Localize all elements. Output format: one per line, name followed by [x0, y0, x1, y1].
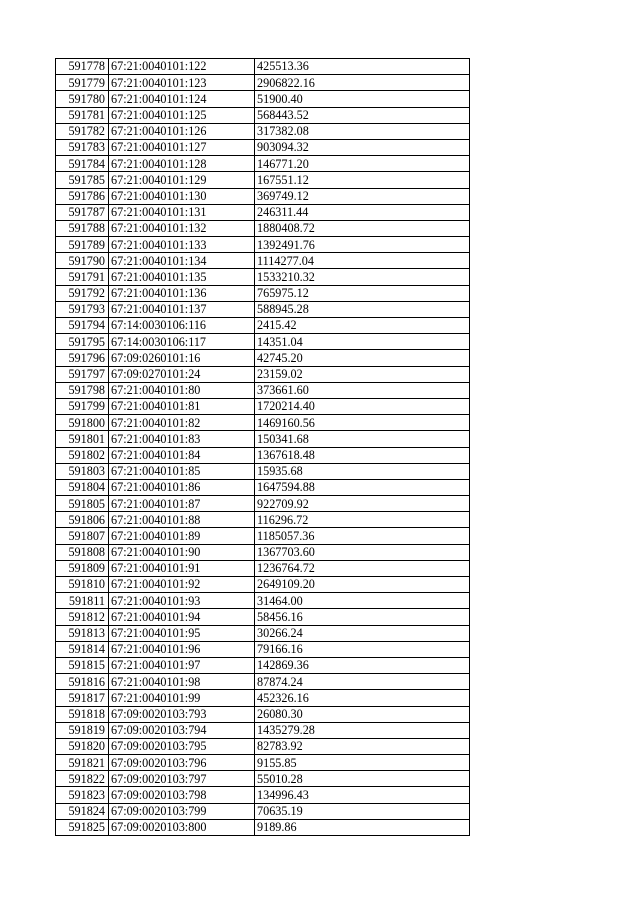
cadastral-number: 67:21:0040101:137 [109, 301, 255, 317]
cadastral-value: 58456.16 [255, 609, 470, 625]
row-number: 591813 [56, 625, 109, 641]
cadastral-value: 142869.36 [255, 657, 470, 673]
table-row [56, 787, 470, 803]
table-row [56, 641, 470, 657]
cadastral-number: 67:21:0040101:93 [109, 593, 255, 609]
row-number: 591814 [56, 641, 109, 657]
cadastral-number: 67:09:0020103:795 [109, 738, 255, 754]
cadastral-number: 67:21:0040101:94 [109, 609, 255, 625]
table-row [56, 188, 470, 204]
table-row [56, 334, 470, 350]
cadastral-number: 67:21:0040101:89 [109, 528, 255, 544]
cadastral-number: 67:21:0040101:82 [109, 415, 255, 431]
row-number: 591791 [56, 269, 109, 285]
cadastral-number: 67:09:0270101:24 [109, 366, 255, 382]
cadastral-value: 373661.60 [255, 382, 470, 398]
cadastral-value: 30266.24 [255, 625, 470, 641]
cadastral-value: 55010.28 [255, 771, 470, 787]
cadastral-value: 2415.42 [255, 318, 470, 334]
table-row [56, 253, 470, 269]
row-number: 591799 [56, 398, 109, 414]
row-number: 591806 [56, 512, 109, 528]
cadastral-value: 9155.85 [255, 755, 470, 771]
row-number: 591804 [56, 479, 109, 495]
cadastral-number: 67:21:0040101:84 [109, 447, 255, 463]
table-row [56, 123, 470, 139]
table-row [56, 755, 470, 771]
cadastral-number: 67:21:0040101:83 [109, 431, 255, 447]
table-row [56, 269, 470, 285]
table-row [56, 285, 470, 301]
row-number: 591805 [56, 496, 109, 512]
cadastral-number: 67:21:0040101:92 [109, 577, 255, 593]
cadastral-value: 82783.92 [255, 738, 470, 754]
cadastral-number: 67:09:0020103:796 [109, 755, 255, 771]
table-row [56, 674, 470, 690]
table-row [56, 496, 470, 512]
cadastral-value: 765975.12 [255, 285, 470, 301]
table-row [56, 447, 470, 463]
row-number: 591792 [56, 285, 109, 301]
cadastral-number: 67:21:0040101:85 [109, 463, 255, 479]
row-number: 591795 [56, 334, 109, 350]
row-number: 591796 [56, 350, 109, 366]
cadastral-number: 67:21:0040101:95 [109, 625, 255, 641]
table-row [56, 91, 470, 107]
cadastral-value: 1392491.76 [255, 237, 470, 253]
table-row [56, 237, 470, 253]
row-number: 591819 [56, 722, 109, 738]
table-row [56, 156, 470, 172]
row-number: 591782 [56, 123, 109, 139]
row-number: 591807 [56, 528, 109, 544]
row-number: 591817 [56, 690, 109, 706]
cadastral-value: 9189.86 [255, 819, 470, 835]
cadastral-value: 79166.16 [255, 641, 470, 657]
row-number: 591825 [56, 819, 109, 835]
cadastral-number: 67:09:0260101:16 [109, 350, 255, 366]
cadastral-number: 67:21:0040101:96 [109, 641, 255, 657]
cadastral-number: 67:09:0020103:800 [109, 819, 255, 835]
cadastral-value: 14351.04 [255, 334, 470, 350]
table-row [56, 544, 470, 560]
table-row [56, 398, 470, 414]
table-row [56, 431, 470, 447]
row-number: 591794 [56, 318, 109, 334]
cadastral-value: 317382.08 [255, 123, 470, 139]
table-row [56, 479, 470, 495]
cadastral-value: 1367703.60 [255, 544, 470, 560]
cadastral-value: 1533210.32 [255, 269, 470, 285]
row-number: 591818 [56, 706, 109, 722]
cadastral-number: 67:21:0040101:128 [109, 156, 255, 172]
cadastral-number: 67:21:0040101:87 [109, 496, 255, 512]
cadastral-value: 452326.16 [255, 690, 470, 706]
table-row [56, 172, 470, 188]
table-row [56, 204, 470, 220]
table-row [56, 657, 470, 673]
table-row [56, 738, 470, 754]
row-number: 591787 [56, 204, 109, 220]
cadastral-value: 588945.28 [255, 301, 470, 317]
cadastral-number: 67:21:0040101:124 [109, 91, 255, 107]
row-number: 591786 [56, 188, 109, 204]
row-number: 591798 [56, 382, 109, 398]
cadastral-value: 134996.43 [255, 787, 470, 803]
table-row [56, 382, 470, 398]
cadastral-value: 1367618.48 [255, 447, 470, 463]
cadastral-value: 369749.12 [255, 188, 470, 204]
row-number: 591809 [56, 560, 109, 576]
row-number: 591822 [56, 771, 109, 787]
row-number: 591811 [56, 593, 109, 609]
cadastral-number: 67:21:0040101:91 [109, 560, 255, 576]
table-row [56, 577, 470, 593]
table-row [56, 609, 470, 625]
table-row [56, 301, 470, 317]
cadastral-value: 26080.30 [255, 706, 470, 722]
cadastral-value: 15935.68 [255, 463, 470, 479]
cadastral-value: 922709.92 [255, 496, 470, 512]
cadastral-number: 67:21:0040101:132 [109, 220, 255, 236]
cadastral-number: 67:21:0040101:126 [109, 123, 255, 139]
table-body [56, 59, 470, 836]
cadastral-number: 67:21:0040101:86 [109, 479, 255, 495]
row-number: 591797 [56, 366, 109, 382]
cadastral-value: 2906822.16 [255, 75, 470, 91]
cadastral-number: 67:21:0040101:136 [109, 285, 255, 301]
cadastral-number: 67:21:0040101:81 [109, 398, 255, 414]
cadastral-number: 67:21:0040101:127 [109, 139, 255, 155]
row-number: 591823 [56, 787, 109, 803]
cadastral-value: 167551.12 [255, 172, 470, 188]
row-number: 591778 [56, 59, 109, 75]
row-number: 591779 [56, 75, 109, 91]
cadastral-value: 1114277.04 [255, 253, 470, 269]
table-row [56, 366, 470, 382]
table-row [56, 690, 470, 706]
table-row [56, 803, 470, 819]
cadastral-number: 67:21:0040101:130 [109, 188, 255, 204]
cadastral-number: 67:09:0020103:797 [109, 771, 255, 787]
row-number: 591816 [56, 674, 109, 690]
cadastral-value: 1236764.72 [255, 560, 470, 576]
cadastral-number: 67:14:0030106:116 [109, 318, 255, 334]
table-row [56, 415, 470, 431]
cadastral-value: 246311.44 [255, 204, 470, 220]
table-row [56, 593, 470, 609]
row-number: 591789 [56, 237, 109, 253]
row-number: 591802 [56, 447, 109, 463]
cadastral-number: 67:09:0020103:798 [109, 787, 255, 803]
row-number: 591781 [56, 107, 109, 123]
cadastral-value: 146771.20 [255, 156, 470, 172]
cadastral-value: 87874.24 [255, 674, 470, 690]
table-row [56, 350, 470, 366]
cadastral-number: 67:09:0020103:799 [109, 803, 255, 819]
table-row [56, 318, 470, 334]
cadastral-value-table [55, 58, 470, 836]
cadastral-value: 42745.20 [255, 350, 470, 366]
table-row [56, 75, 470, 91]
cadastral-number: 67:21:0040101:131 [109, 204, 255, 220]
cadastral-number: 67:09:0020103:793 [109, 706, 255, 722]
cadastral-value: 1185057.36 [255, 528, 470, 544]
row-number: 591801 [56, 431, 109, 447]
cadastral-value: 1647594.88 [255, 479, 470, 495]
cadastral-number: 67:21:0040101:97 [109, 657, 255, 673]
row-number: 591793 [56, 301, 109, 317]
cadastral-value: 425513.36 [255, 59, 470, 75]
cadastral-value: 23159.02 [255, 366, 470, 382]
row-number: 591821 [56, 755, 109, 771]
cadastral-number: 67:21:0040101:122 [109, 59, 255, 75]
row-number: 591784 [56, 156, 109, 172]
table-row [56, 706, 470, 722]
cadastral-value: 150341.68 [255, 431, 470, 447]
cadastral-value: 568443.52 [255, 107, 470, 123]
cadastral-value: 1435279.28 [255, 722, 470, 738]
cadastral-value: 51900.40 [255, 91, 470, 107]
table-row [56, 59, 470, 75]
row-number: 591808 [56, 544, 109, 560]
row-number: 591783 [56, 139, 109, 155]
row-number: 591803 [56, 463, 109, 479]
table-row [56, 560, 470, 576]
table-row [56, 819, 470, 835]
table-row [56, 512, 470, 528]
cadastral-value: 116296.72 [255, 512, 470, 528]
table-row [56, 220, 470, 236]
cadastral-value: 1469160.56 [255, 415, 470, 431]
row-number: 591815 [56, 657, 109, 673]
table-row [56, 463, 470, 479]
table-row [56, 139, 470, 155]
row-number: 591785 [56, 172, 109, 188]
table-row [56, 625, 470, 641]
cadastral-value: 70635.19 [255, 803, 470, 819]
row-number: 591790 [56, 253, 109, 269]
cadastral-value: 1880408.72 [255, 220, 470, 236]
table-row [56, 107, 470, 123]
table-row [56, 528, 470, 544]
cadastral-number: 67:21:0040101:80 [109, 382, 255, 398]
cadastral-number: 67:21:0040101:125 [109, 107, 255, 123]
cadastral-number: 67:21:0040101:129 [109, 172, 255, 188]
cadastral-number: 67:21:0040101:88 [109, 512, 255, 528]
cadastral-number: 67:21:0040101:98 [109, 674, 255, 690]
row-number: 591800 [56, 415, 109, 431]
row-number: 591820 [56, 738, 109, 754]
row-number: 591780 [56, 91, 109, 107]
cadastral-number: 67:21:0040101:134 [109, 253, 255, 269]
cadastral-number: 67:21:0040101:123 [109, 75, 255, 91]
cadastral-value: 903094.32 [255, 139, 470, 155]
row-number: 591810 [56, 577, 109, 593]
cadastral-number: 67:21:0040101:99 [109, 690, 255, 706]
row-number: 591788 [56, 220, 109, 236]
cadastral-value: 1720214.40 [255, 398, 470, 414]
cadastral-value: 2649109.20 [255, 577, 470, 593]
cadastral-number: 67:14:0030106:117 [109, 334, 255, 350]
cadastral-number: 67:21:0040101:90 [109, 544, 255, 560]
row-number: 591824 [56, 803, 109, 819]
row-number: 591812 [56, 609, 109, 625]
cadastral-number: 67:09:0020103:794 [109, 722, 255, 738]
cadastral-value: 31464.00 [255, 593, 470, 609]
cadastral-number: 67:21:0040101:135 [109, 269, 255, 285]
table-row [56, 771, 470, 787]
table-row [56, 722, 470, 738]
cadastral-number: 67:21:0040101:133 [109, 237, 255, 253]
